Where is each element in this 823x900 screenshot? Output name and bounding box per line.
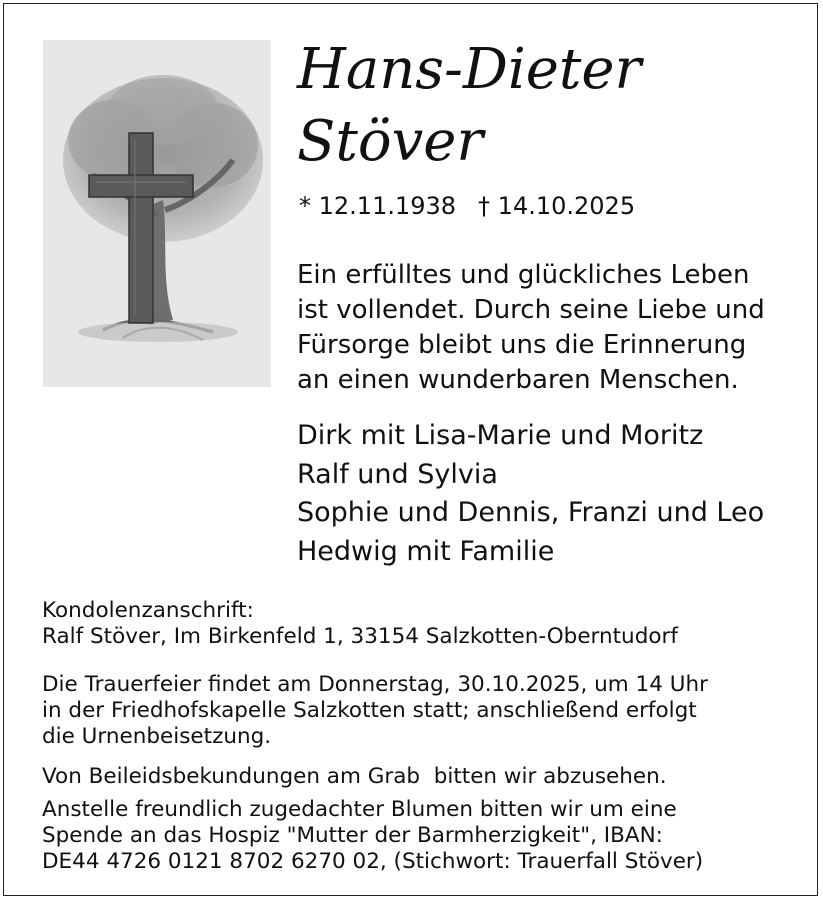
ceremony-line: Die Trauerfeier findet am Donnerstag, 30.10.2025, um 14 Uhr bbox=[42, 672, 708, 697]
deceased-first-name: Hans-Dieter bbox=[297, 37, 642, 102]
donation-line: Spende an das Hospiz "Mutter der Barmherzigkeit", IBAN: bbox=[42, 823, 663, 848]
funeral-ceremony-info bbox=[42, 672, 708, 750]
mourner-entry: Sophie und Dennis, Franzi und Leo bbox=[297, 497, 765, 528]
death-date: † 14.10.2025 bbox=[478, 192, 636, 220]
deceased-last-name: Stöver bbox=[297, 109, 484, 174]
ceremony-line: die Urnenbeisetzung. bbox=[42, 724, 272, 749]
cross-tree-illustration bbox=[43, 40, 271, 387]
ceremony-line: in der Friedhofskapelle Salzkotten statt; anschließend erfolgt bbox=[42, 698, 697, 723]
quote-line: Fürsorge bleibt uns die Erinnerung bbox=[297, 330, 747, 360]
donation-request bbox=[42, 797, 703, 875]
birth-date: * 12.11.1938 bbox=[299, 192, 457, 220]
donation-line: Anstelle freundlich zugedachter Blumen bitten wir um eine bbox=[42, 797, 677, 822]
quote-line: Ein erfülltes und glückliches Leben bbox=[297, 260, 750, 290]
quote-line: ist vollendet. Durch seine Liebe und bbox=[297, 295, 765, 325]
donation-line: DE44 4726 0121 8702 6270 02, (Stichwort: Trauerfall Stöver) bbox=[42, 849, 704, 874]
condolence-heading: Kondolenzanschrift: bbox=[42, 598, 254, 623]
cross-tree-icon bbox=[43, 40, 271, 387]
memorial-quote bbox=[297, 258, 765, 398]
mourner-entry: Hedwig mit Familie bbox=[297, 535, 555, 567]
life-dates bbox=[299, 192, 635, 220]
condolence-notice: Von Beileidsbekundungen am Grab bitten wir abzusehen. bbox=[42, 764, 667, 789]
mourner-entry: Dirk mit Lisa-Marie und Moritz bbox=[297, 420, 704, 451]
condolence-address bbox=[42, 598, 678, 650]
quote-line: an einen wunderbaren Menschen. bbox=[297, 365, 739, 395]
mourner-entry: Ralf und Sylvia bbox=[297, 458, 498, 490]
condolence-address-line: Ralf Stöver, Im Birkenfeld 1, 33154 Salzkotten-Oberntudorf bbox=[42, 624, 678, 649]
mourners-list bbox=[297, 417, 764, 571]
